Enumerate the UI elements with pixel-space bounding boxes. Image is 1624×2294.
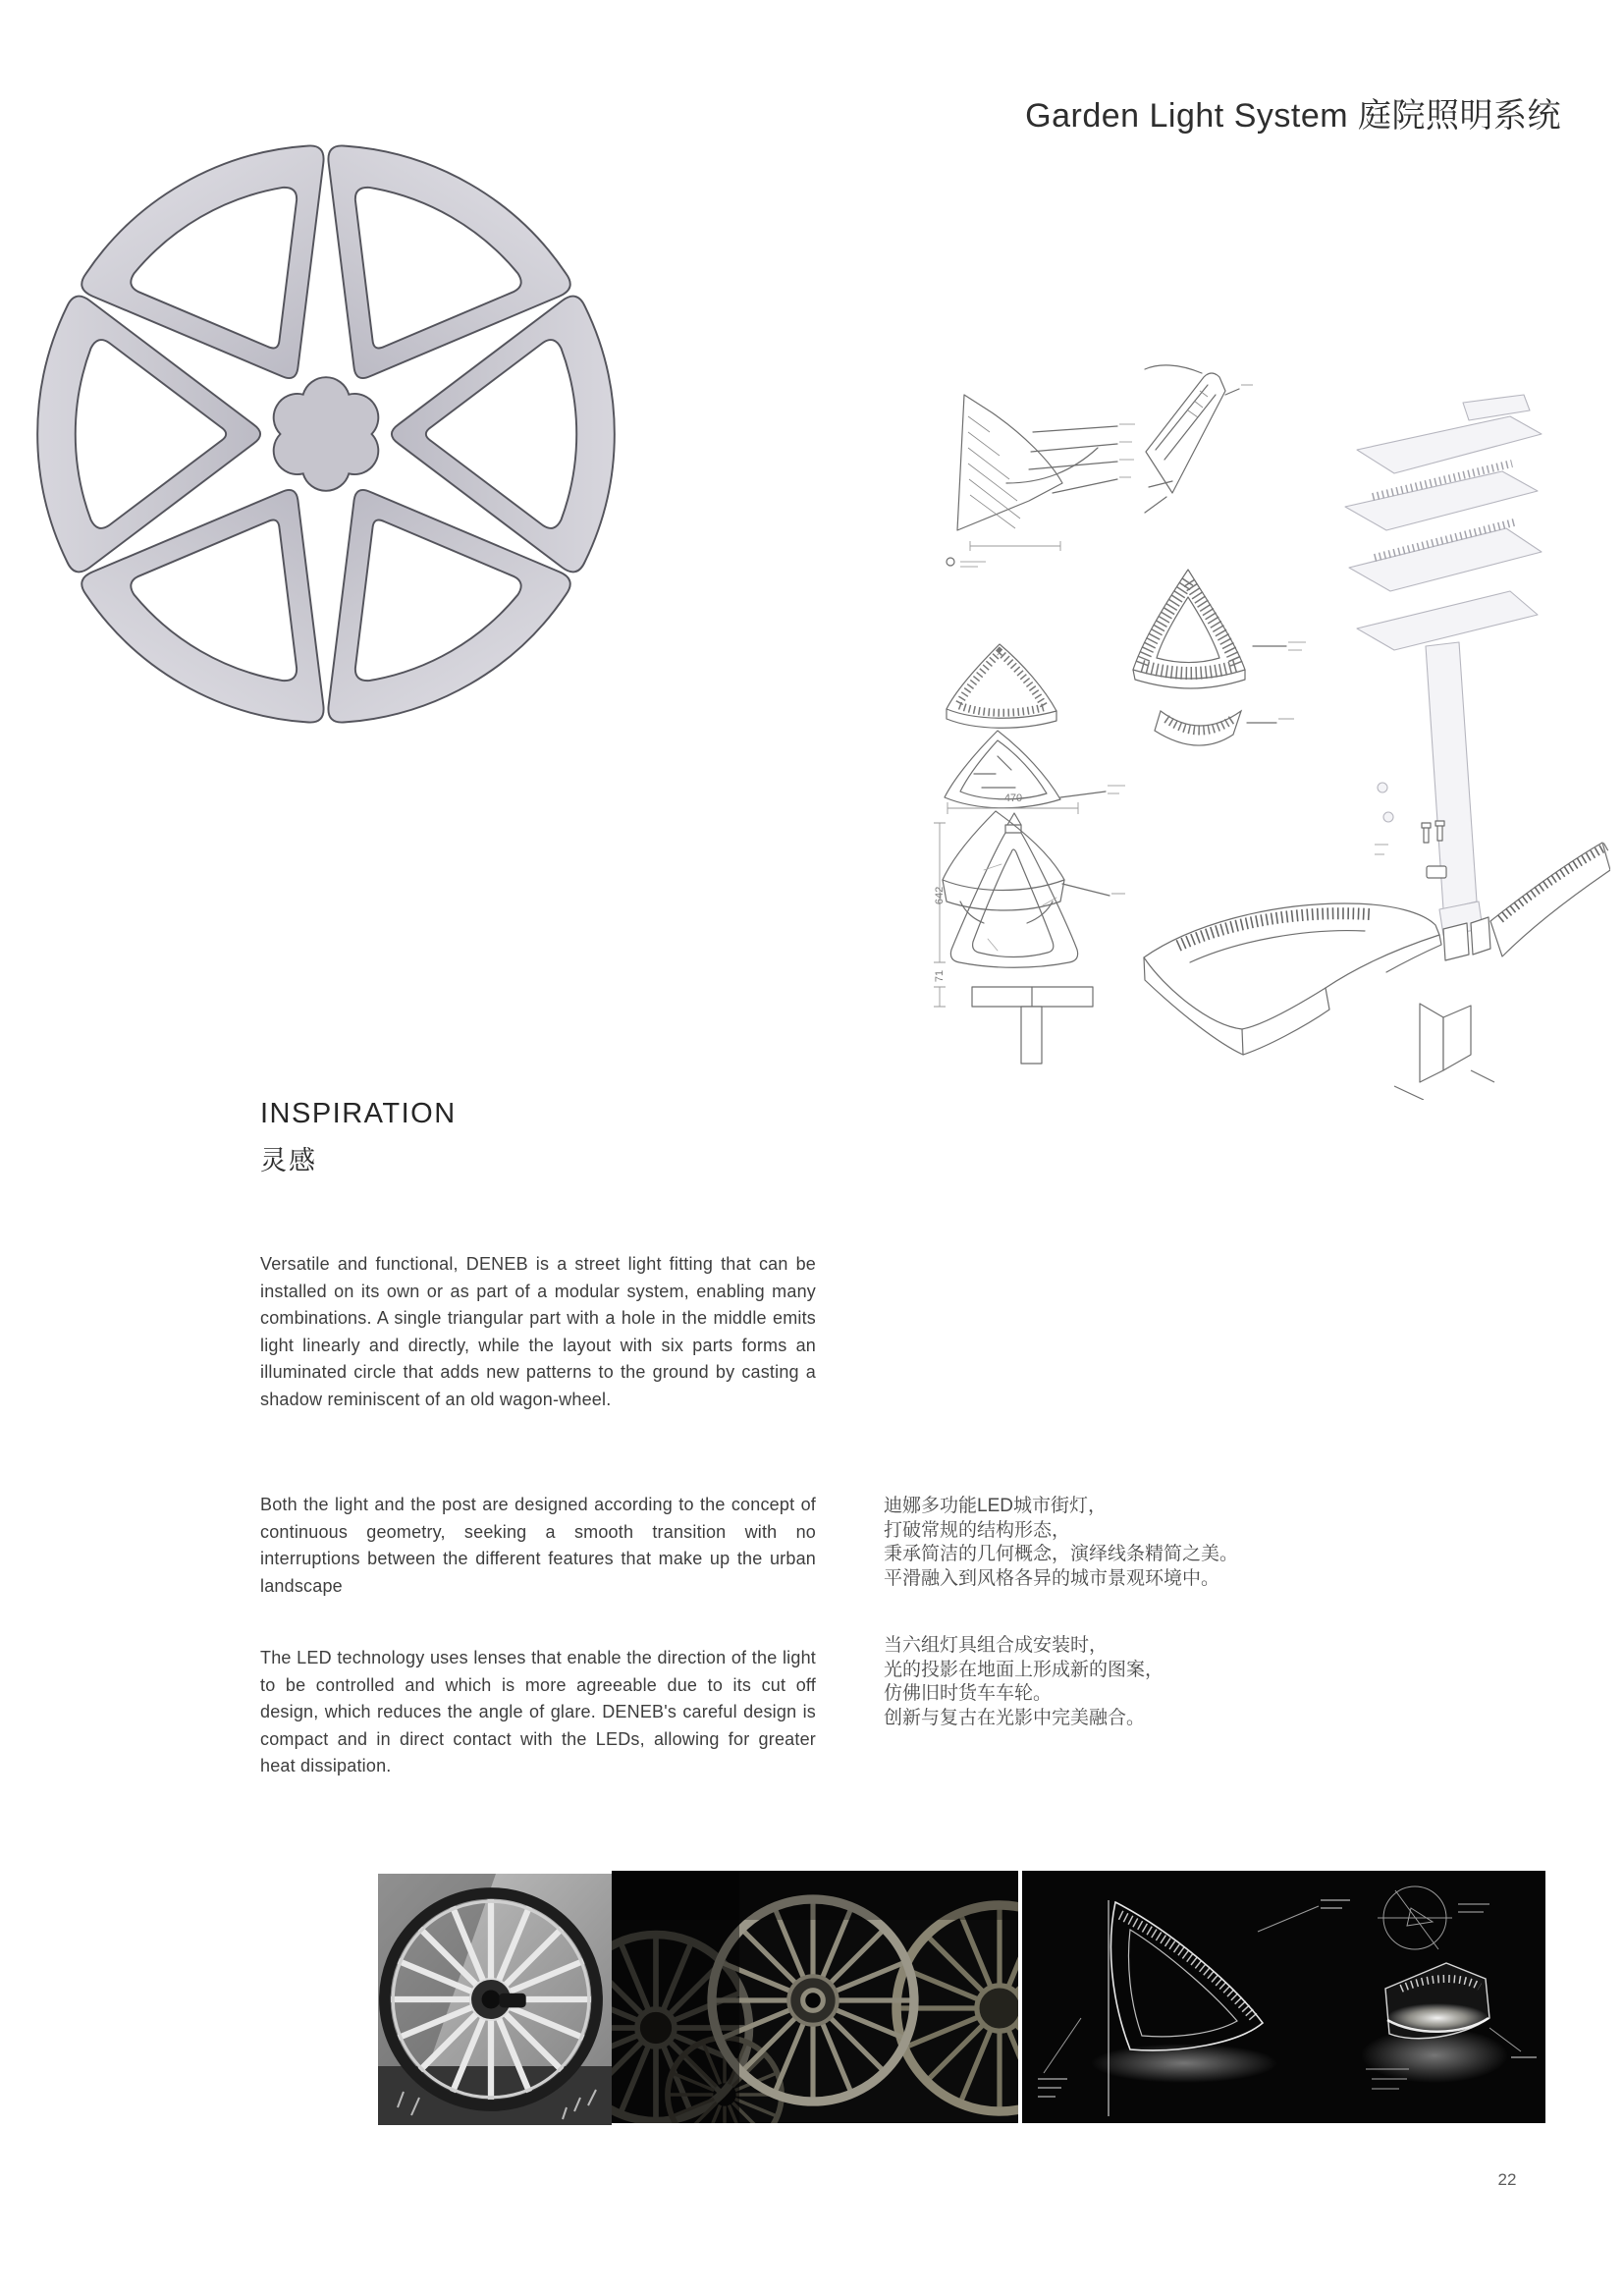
page-title: Garden Light System 庭院照明系统 (1025, 97, 1561, 135)
zh-line: 光的投影在地面上形成新的图案， (884, 1659, 1164, 1680)
hinge-parts (1443, 917, 1490, 960)
dimension-drawing (934, 792, 1093, 1064)
sketch-module-side (1145, 365, 1253, 513)
zh-line: 当六组灯具组合成安装时， (884, 1635, 1109, 1656)
zh-line: 创新与复古在光影中完美融合。 (884, 1707, 1146, 1728)
night-render-sketch (1022, 1871, 1545, 2123)
paragraph-en-2: Both the light and the post are designed according to the concept of continuous geometry, seeking a smooth transition with no interruptions between the different features that make up the urban landscape (260, 1495, 816, 1596)
technical-drawings (933, 776, 1610, 1100)
section-heading-zh: 灵感 (260, 1146, 317, 1175)
zh-line: 打破常规的结构形态， (884, 1519, 1071, 1541)
wagon-wheel-photo-1 (378, 1874, 612, 2125)
wheel-hub (274, 377, 379, 491)
zh-line: 秉承简洁的几何概念，演绎线条精简之美。 (884, 1544, 1239, 1564)
zh-line: 仿佛旧时货车车轮。 (884, 1683, 1053, 1704)
wagon-wheel-photo-2 (612, 1871, 1018, 2123)
section-heading-en: INSPIRATION (260, 1098, 457, 1129)
deneb-wheel-render (12, 120, 640, 748)
page-number: 22 (1497, 2170, 1517, 2189)
wheel-spokes (385, 1893, 597, 2105)
paragraph-en-3: The LED technology uses lenses that enable the direction of the light to be controlled and which is more agreeable due to its cut off design, which reduces the angle of glare. DENEB's careful design is compact and in direct contact with the LEDs, allowing for greater heat dissipation. (260, 1648, 816, 1775)
dimension-thickness-label: 71 (934, 969, 946, 983)
sketch-section-study (947, 395, 1135, 567)
pole-bracket (1394, 1004, 1494, 1100)
paragraph-en-1: Versatile and functional, DENEB is a street light fitting that can be installed on its own or as part of a modular system, enabling many combinations. A single triangular part with a hole in the middle emits light linearly and directly, while the layout with six parts forms an illuminated circle that adds new patterns to the ground by casting a shadow reminiscent of an old wagon-wheel. (260, 1254, 816, 1409)
paragraph-zh-2 (884, 1634, 1276, 1730)
dimension-width-label: 470 (1003, 792, 1023, 804)
zh-line: 迪娜多功能LED城市街灯， (884, 1496, 1107, 1516)
dimension-height-label: 642 (934, 886, 946, 905)
paragraph-zh-1 (884, 1495, 1276, 1591)
zh-line: 平滑融入到风格各异的城市景观环境中。 (884, 1567, 1220, 1589)
fastener-parts (1422, 821, 1446, 878)
sketch-ring (1133, 570, 1306, 745)
cad-exploded-view (1144, 821, 1610, 1100)
